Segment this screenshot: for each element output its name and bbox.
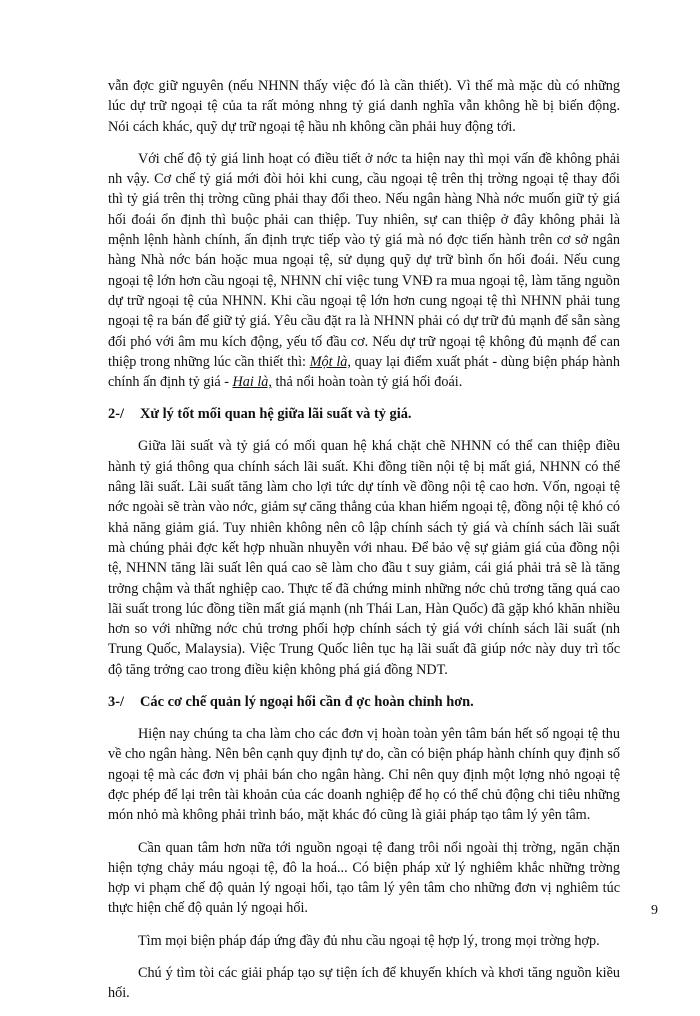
paragraph-flexible-exchange-rate: [108, 149, 620, 393]
section-title: Xử lý tốt mối quan hệ giữa lãi suất và tỷ giá.: [140, 406, 412, 423]
paragraph-continuation: vẫn đợc giữ nguyên (nếu NHNN thấy việc đó là cần thiết). Vì thế mà mặc dù có những lúc dự trữ ngoại tệ của ta rất mỏng nhng tỷ giá danh nghĩa vẫn không hề bị biến động. Nói cách khác, quỹ dự trữ ngoại tệ hầu nh không cần phải huy động tới.: [108, 78, 620, 135]
document-body: [108, 76, 620, 1016]
section-heading-3: [108, 692, 620, 712]
page-number: 9: [651, 903, 658, 918]
section-number: 3-/: [108, 694, 124, 711]
emphasis-mot-la: Một là,: [309, 353, 351, 370]
paragraph-free-market: Cần quan tâm hơn nữa tới nguồn ngoại tệ đang trôi nổi ngoài thị trờng, ngăn chặn hiện tợng chảy máu ngoại tệ, đô la hoá... Có biện pháp xử lý nghiêm khắc những trờng hợp vi phạm chế độ quản lý ngoại hối, tạo tâm lý yên tâm cho những đơn vị nghiêm túc thực hiện chế độ quản lý ngoại hối.: [108, 839, 620, 917]
section-title: Các cơ chế quản lý ngoại hối cần đ ợc hoàn chỉnh hơn.: [140, 694, 474, 711]
paragraph-demand: Tìm mọi biện pháp đáp ứng đầy đủ nhu cầu ngoại tệ hợp lý, trong mọi trờng hợp.: [138, 932, 600, 949]
paragraph-text: quay lại điểm xuất phát - dùng biện pháp hành chính ấn định tỷ giá -: [108, 353, 620, 391]
paragraph-foreign-currency: Hiện nay chúng ta cha làm cho các đơn vị hoàn toàn yên tâm bán hết số ngoại tệ thu về cho ngân hàng. Nên bên cạnh quy định tự do, cần có biện pháp hành chính quy định số ngoại tệ mà các đơn vị phải bán cho ngân hàng. Chỉ nên quy định một lợng nhỏ ngoại tệ đợc phép để lại trên tài khoản của các doanh nghiệp để họ có thể chủ động chi tiêu những món nhỏ mà không phải trình báo, mặt khác đó cũng là giải pháp tạo tâm lý yên tâm.: [108, 726, 620, 824]
paragraph-interest-rate: Giữa lãi suất và tỷ giá có mối quan hệ khá chặt chẽ NHNN có thể can thiệp điều hành tỷ giá thông qua chính sách lãi suất. Khi đồng tiền nội tệ bị mất giá, NHNN có thể nâng lãi suất. Lãi suất tăng làm cho lợi tức dự tính về đồng nội tệ cao hơn. Vốn, ngoại tệ nớc ngoài sẽ tràn vào nớc, giảm sự căng thẳng của khan hiếm ngoại tệ, đồng nội tệ khó có khả năng giảm giá. Tuy nhiên không nên cô lập chính sách tỷ giá và chính sách lãi suất mà chúng phải đợc kết hợp nhuần nhuyễn với nhau. Để bảo vệ sự giảm giá của đồng nội tệ, NHNN tăng lãi suất lên quá cao sẽ làm cho đầu t suy giảm, cái giá phải trả sẽ là tăng trởng chậm và thất nghiệp cao. Thực tế đã chứng minh những nớc chủ trơng tăng quá cao lãi suất trong lúc đồng tiền mất giá mạnh (nh Thái Lan, Hàn Quốc) đã gặp khó khăn nhiều hơn so với những nớc chủ trơng phối hợp chính sách tỷ giá với chính sách lãi suất (nh Trung Quốc, Malaysia). Việc Trung Quốc liên tục hạ lãi suất đã giúp nớc này duy trì tốc độ tăng trởng cao trong điều kiện không phá giá đồng NDT.: [108, 438, 620, 678]
section-heading-2: [108, 404, 620, 424]
paragraph-text: Với chế độ tỷ giá linh hoạt có điều tiết ở nớc ta hiện nay thì mọi vấn đề không phải nh vậy. Cơ chế tỷ giá mới đòi hỏi khi cung, cầu ngoại tệ trên thị trờng ngoại tệ thay đổi thì tỷ giá trên thị trờng cũng phải thay đổi theo. Nếu ngân hàng Nhà nớc muốn giữ tỷ giá hối đoái ổn định thì buộc phải can thiệp. Tuy nhiên, sự can thiệp ở đây không phải là mệnh lệnh hành chính, ấn định trực tiếp vào tỷ giá mà nó đợc tiến hành trên cơ sở ngân hàng Nhà nớc bán hoặc mua ngoại tệ, sử dụng quỹ dự trữ bình ổn hối đoái. Nếu cung ngoại tệ lớn hơn cầu ngoại tệ, NHNN chỉ việc tung VNĐ ra mua ngoại tệ, làm tăng nguồn dự trữ ngoại tệ của NHNN. Khi cầu ngoại tệ lớn hơn cung ngoại tệ thì NHNN phải tung ngoại tệ ra bán để giữ tỷ giá. Yêu cầu đặt ra là NHNN phải có dự trữ đủ mạnh để sẵn sàng đối phó với âm mu kích động, yếu tố đầu cơ. Nếu dự trữ ngoại tệ không đủ mạnh để can thiệp trong những lúc cần thiết thì:: [108, 150, 620, 370]
paragraph-remittances: Chú ý tìm tòi các giải pháp tạo sự tiện ích để khuyến khích và khơi tăng nguồn kiều hối.: [108, 964, 620, 1002]
paragraph-text: thả nổi hoàn toàn tỷ giá hối đoái.: [271, 374, 463, 391]
section-number: 2-/: [108, 406, 124, 423]
emphasis-hai-la: Hai là,: [232, 374, 272, 391]
